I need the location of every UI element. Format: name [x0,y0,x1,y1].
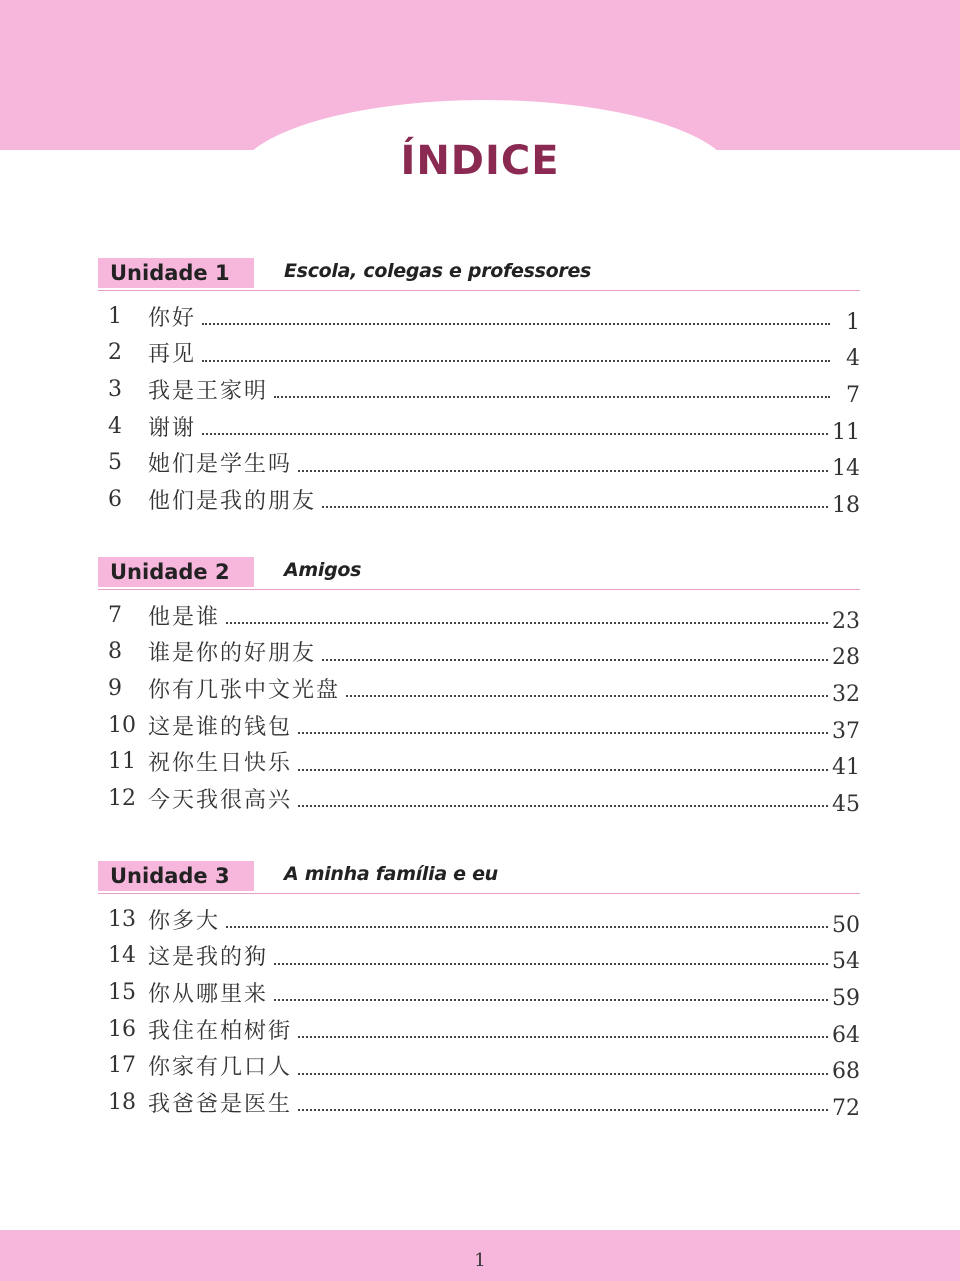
lesson-entry[interactable] [98,481,860,518]
lesson-title: 今天我很高兴 [148,787,293,813]
dot-leader [346,695,828,697]
lesson-title: 这是谁的钱包 [148,714,293,740]
dot-leader [274,963,828,965]
lesson-number: 4 [108,413,122,439]
lesson-title: 这是我的狗 [148,945,269,971]
lesson-entry[interactable] [98,1047,860,1084]
dot-leader [274,396,830,398]
lesson-entry[interactable] [98,974,860,1011]
unit-divider [98,290,860,291]
lesson-title: 我爸爸是医生 [148,1091,293,1117]
lesson-page: 32 [832,681,860,707]
dot-leader [226,926,828,928]
lesson-number: 14 [108,943,136,969]
lesson-title: 你有几张中文光盘 [148,677,341,703]
lesson-entry[interactable] [98,597,860,634]
lesson-entry[interactable] [98,408,860,445]
lesson-title: 我是王家明 [148,378,269,404]
dot-leader [202,323,830,325]
lesson-title: 我住在柏树街 [148,1018,293,1044]
lesson-title: 谁是你的好朋友 [148,641,317,667]
lesson-title: 你家有几口人 [148,1055,293,1081]
dot-leader [298,1109,828,1111]
lesson-title: 他们是我的朋友 [148,488,317,514]
lesson-entry[interactable] [98,444,860,481]
lesson-page: 68 [832,1059,860,1085]
lesson-page: 11 [832,419,860,445]
lesson-page: 41 [832,755,860,781]
lesson-number: 12 [108,785,136,811]
lesson-entry[interactable] [98,938,860,975]
lesson-page: 18 [832,492,860,518]
lesson-page: 72 [832,1095,860,1121]
lesson-page: 1 [846,309,860,335]
dot-leader [202,433,828,435]
lesson-page: 64 [832,1022,860,1048]
lesson-title: 你多大 [148,908,221,934]
dot-leader [226,622,828,624]
lesson-title: 你从哪里来 [148,981,269,1007]
unit-label: Unidade 2 [98,557,254,587]
lesson-list [98,298,860,518]
lesson-page: 23 [832,608,860,634]
lesson-number: 5 [108,450,122,476]
lesson-number: 3 [108,376,122,402]
lesson-number: 2 [108,340,122,366]
lesson-number: 18 [108,1089,136,1115]
lesson-title: 他是谁 [148,604,221,630]
lesson-number: 10 [108,712,136,738]
dot-leader [298,1073,828,1075]
dot-leader [298,732,828,734]
lesson-page: 59 [832,985,860,1011]
lesson-entry[interactable] [98,335,860,372]
lesson-number: 11 [108,749,136,775]
lesson-page: 4 [846,346,860,372]
lesson-title: 祝你生日快乐 [148,751,293,777]
lesson-page: 7 [846,382,860,408]
lesson-entry[interactable] [98,634,860,671]
lesson-entry[interactable] [98,1084,860,1121]
unit-subtitle: A minha família e eu [284,863,498,885]
lesson-page: 50 [832,912,860,938]
lesson-number: 8 [108,639,122,665]
lesson-number: 1 [108,303,122,329]
lesson-entry[interactable] [98,371,860,408]
lesson-title: 再见 [148,342,197,368]
lesson-entry[interactable] [98,1011,860,1048]
lesson-page: 37 [832,718,860,744]
dot-leader [298,805,828,807]
unit-label: Unidade 1 [98,258,254,288]
lesson-page: 45 [832,791,860,817]
lesson-title: 她们是学生吗 [148,452,293,478]
dot-leader [322,659,828,661]
lesson-entry[interactable] [98,707,860,744]
dot-leader [298,470,828,472]
lesson-entry[interactable] [98,743,860,780]
lesson-page: 54 [832,949,860,975]
unit-divider [98,893,860,894]
lesson-number: 9 [108,675,122,701]
lesson-number: 16 [108,1016,136,1042]
unit-subtitle: Escola, colegas e professores [284,260,592,282]
lesson-entry[interactable] [98,670,860,707]
lesson-list [98,901,860,1121]
dot-leader [322,506,828,508]
lesson-number: 15 [108,979,136,1005]
lesson-entry[interactable] [98,780,860,817]
dot-leader [298,769,828,771]
unit-divider [98,589,860,590]
lesson-number: 13 [108,906,136,932]
lesson-number: 7 [108,602,122,628]
lesson-entry[interactable] [98,298,860,335]
dot-leader [274,999,828,1001]
lesson-entry[interactable] [98,901,860,938]
dot-leader [202,360,830,362]
lesson-title: 你好 [148,305,197,331]
lesson-list [98,597,860,817]
lesson-page: 28 [832,645,860,671]
page-title: ÍNDICE [400,138,560,184]
lesson-number: 6 [108,486,122,512]
lesson-title: 谢谢 [148,415,197,441]
dot-leader [298,1036,828,1038]
unit-label: Unidade 3 [98,861,254,891]
lesson-page: 14 [832,456,860,482]
lesson-number: 17 [108,1053,136,1079]
page-number: 1 [474,1250,486,1271]
unit-subtitle: Amigos [284,559,362,581]
